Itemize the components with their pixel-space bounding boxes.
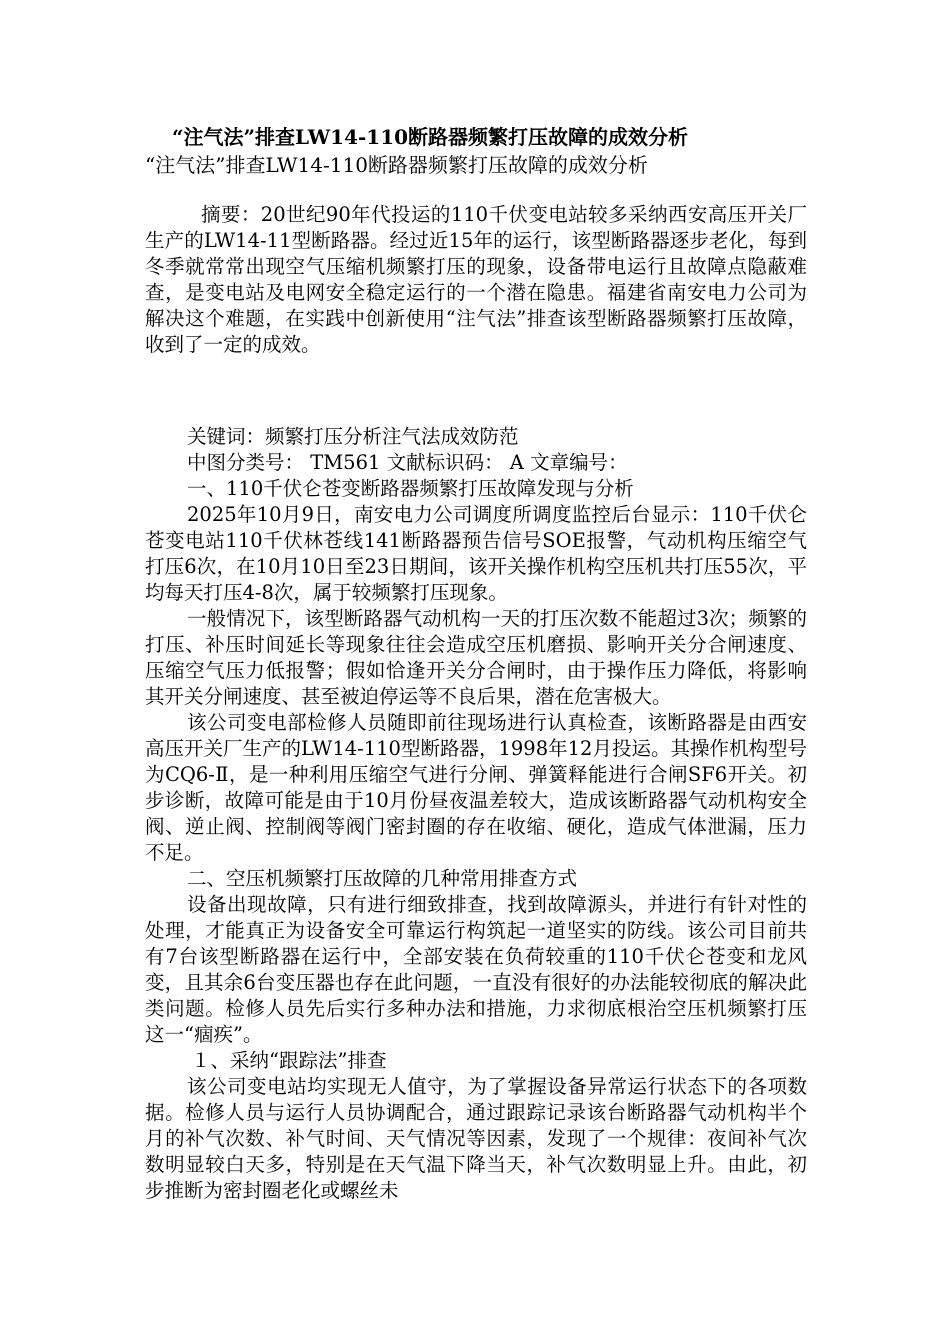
body-paragraph-4: 设备出现故障，只有进行细致排查，找到故障源头，并进行有针对性的处理，才能真正为设备安全可靠运行构筑起一道坚实的防线。该公司目前共有7台该型断路器在运行中，全部安装在负荷较重的110千伏仑苍变和龙风变，且其余6台变压器也存在此问题，一直没有很好的办法能较彻底的解决此类问题。检修人员先后实行多种办法和措施，力求彻底根治空压机频繁打压这一“痼疾”。 — [145, 893, 807, 1046]
keywords-line: 关键词：频繁打压分析注气法成效防范 — [187, 425, 519, 448]
body-paragraph-5: 该公司变电站均实现无人值守，为了掌握设备异常运行状态下的各项数据。检修人员与运行人员协调配合，通过跟踪记录该台断路器气动机构半个月的补气次数、补气时间、天气情况等因素，发现了一个规律：夜间补气次数明显较白天多，特别是在天气温下降当天，补气次数明显上升。由此，初步推断为密封圈老化或螺丝未 — [145, 1075, 807, 1202]
document-body — [145, 424, 807, 1204]
body-paragraph-2: 一般情况下，该型断路器气动机构一天的打压次数不能超过3次；频繁的打压、补压时间延长等现象往往会造成空压机磨损、影响开关分合闸速度、压缩空气压力低报警；假如恰逢开关分合闸时，由于操作压力降低，将影响其开关分闸速度、甚至被迫停运等不良后果，潜在危害极大。 — [145, 607, 807, 708]
subsection-heading-1: １、采纳“跟踪法”排查 — [191, 1049, 387, 1072]
document-title-bold: “注气法”排查LW14-110断路器频繁打压故障的成效分析 — [172, 125, 689, 149]
body-paragraph-1: 2025年10月9日，南安电力公司调度所调度监控后台显示：110千伏仑苍变电站110千伏林苍线141断路器预告信号SOE报警，气动机构压缩空气打压6次，在10月10日至23日期间，该开关操作机构空压机共打压55次，平均每天打压4-8次，属于较频繁打压现象。 — [145, 503, 807, 604]
body-paragraph-3: 该公司变电部检修人员随即前往现场进行认真检查，该断路器是由西安高压开关厂生产的LW14-110型断路器，1998年12月投运。其操作机构型号为CQ6-Ⅱ，是一种利用压缩空气进行分闸、弹簧释能进行合闸SF6开关。初步诊断，故障可能是由于10月份昼夜温差较大，造成该断路器气动机构安全阀、逆止阀、控制阀等阀门密封圈的存在收缩、硬化，造成气体泄漏，压力不足。 — [145, 711, 807, 864]
abstract-paragraph: 摘要：20世纪90年代投运的110千伏变电站较多采纳西安高压开关厂生产的LW14-11型断路器。经过近15年的运行，该型断路器逐步老化，每到冬季就常常出现空气压缩机频繁打压的现象，设备带电运行且故障点隐蔽难查，是变电站及电网安全稳定运行的一个潜在隐患。福建省南安电力公司为解决这个难题，在实践中创新使用“注气法”排查该型断路器频繁打压故障，收到了一定的成效。 — [145, 203, 807, 356]
document-title-plain: “注气法”排查LW14-110断路器频繁打压故障的成效分析 — [145, 153, 648, 177]
classification-line: 中图分类号： TM561 文献标识码： A 文章编号： — [187, 451, 628, 474]
section-heading-2: 二、空压机频繁打压故障的几种常用排查方式 — [187, 867, 578, 890]
section-heading-1: 一、110千伏仑苍变断路器频繁打压故障发现与分析 — [187, 477, 634, 500]
